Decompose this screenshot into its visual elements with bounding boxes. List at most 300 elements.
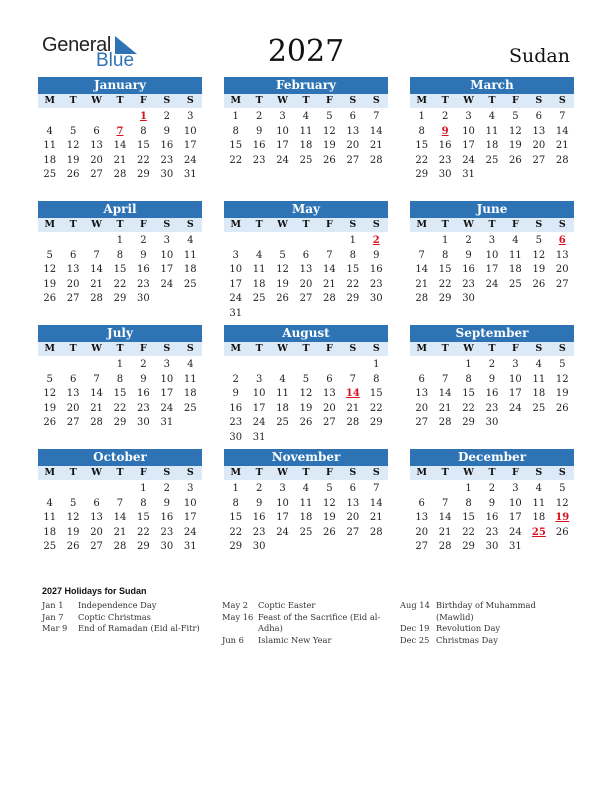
day-cell: 22 <box>137 526 150 538</box>
day-cell: 3 <box>163 359 171 370</box>
day-cell: 16 <box>485 388 499 399</box>
holiday-date: Aug 14 <box>400 600 430 610</box>
day-cell: 31 <box>183 541 197 552</box>
day-grid <box>224 110 388 168</box>
weekday-label: T <box>441 219 449 230</box>
day-cell: 3 <box>465 111 472 122</box>
empty-cell <box>85 482 108 497</box>
day-cell: 7 <box>441 497 449 509</box>
weekday-label: F <box>326 95 333 106</box>
weekday-header-row <box>410 342 574 356</box>
holiday-date: Mar 9 <box>42 623 68 633</box>
day-cell: 4 <box>255 249 263 261</box>
weekday-label: S <box>535 467 543 478</box>
month-title: February <box>224 77 388 94</box>
month-title: August <box>224 325 388 342</box>
day-cell: 16 <box>160 140 174 151</box>
month-april <box>38 201 202 307</box>
day-cell: 7 <box>441 373 449 385</box>
day-cell: 26 <box>323 526 336 538</box>
day-cell: 6 <box>69 249 77 261</box>
day-grid <box>38 482 202 555</box>
weekday-label: F <box>326 343 333 354</box>
weekday-label: M <box>416 95 427 106</box>
day-cell: 24 <box>183 154 197 166</box>
holiday-day-cell: 2 <box>372 235 380 246</box>
weekday-label: S <box>372 95 380 106</box>
day-cell: 8 <box>465 373 472 385</box>
day-cell: 28 <box>113 541 127 552</box>
day-cell: 28 <box>369 154 383 166</box>
empty-cell <box>271 234 294 249</box>
holiday-item <box>222 600 392 612</box>
day-cell: 5 <box>46 249 53 261</box>
month-title: March <box>410 77 574 94</box>
day-cell: 21 <box>323 278 336 290</box>
day-cell: 13 <box>66 264 80 275</box>
day-cell: 16 <box>369 264 383 275</box>
day-cell: 13 <box>415 512 429 523</box>
day-cell: 11 <box>252 264 266 275</box>
day-cell: 4 <box>187 359 194 370</box>
day-cell: 18 <box>532 388 546 399</box>
day-cell: 26 <box>43 417 57 428</box>
day-cell: 5 <box>46 373 53 385</box>
holiday-item <box>222 612 392 635</box>
logo-text-general: General <box>42 34 112 56</box>
day-cell: 20 <box>323 402 336 414</box>
day-cell: 26 <box>323 154 336 166</box>
empty-cell <box>410 234 433 249</box>
day-cell: 5 <box>512 111 519 122</box>
weekday-label: W <box>91 467 102 478</box>
day-cell: 6 <box>326 373 333 385</box>
weekday-label: T <box>302 343 310 354</box>
day-cell: 11 <box>183 249 197 261</box>
day-cell: 21 <box>346 402 360 414</box>
weekday-label: T <box>116 343 124 354</box>
day-cell: 5 <box>326 483 333 494</box>
holiday-date: Jan 7 <box>42 611 64 622</box>
day-cell: 25 <box>532 402 546 414</box>
month-july <box>38 325 202 431</box>
day-cell: 10 <box>462 125 475 137</box>
holiday-name: Revolution Day <box>436 623 501 633</box>
day-cell: 28 <box>415 293 429 304</box>
empty-cell <box>294 358 317 373</box>
weekday-label: M <box>416 467 427 478</box>
day-cell: 27 <box>555 278 569 290</box>
day-cell: 8 <box>232 125 239 137</box>
day-cell: 3 <box>255 373 263 385</box>
day-cell: 1 <box>140 483 147 494</box>
day-cell: 10 <box>252 388 266 399</box>
day-cell: 18 <box>183 388 197 399</box>
day-cell: 5 <box>559 359 566 370</box>
day-cell: 9 <box>140 373 147 385</box>
month-september <box>410 325 574 431</box>
month-january <box>38 77 202 183</box>
day-cell: 7 <box>373 111 380 122</box>
day-cell: 19 <box>532 264 546 275</box>
holiday-column <box>42 600 212 635</box>
country-name: Sudan <box>509 45 570 67</box>
weekday-label: S <box>372 219 380 230</box>
day-cell: 14 <box>369 125 383 137</box>
day-cell: 6 <box>349 111 357 122</box>
weekday-label: T <box>488 219 496 230</box>
day-cell: 6 <box>535 111 543 122</box>
empty-cell <box>38 358 61 373</box>
day-cell: 22 <box>369 402 383 414</box>
weekday-header-row <box>38 466 202 480</box>
day-cell: 13 <box>346 125 360 137</box>
weekday-label: T <box>255 343 263 354</box>
day-cell: 13 <box>346 497 360 509</box>
weekday-label: S <box>558 467 566 478</box>
holiday-name: Independence Day <box>78 600 157 610</box>
day-cell: 4 <box>488 111 496 122</box>
day-cell: 12 <box>555 497 569 509</box>
weekday-label: F <box>326 219 333 230</box>
weekday-label: W <box>91 95 102 106</box>
day-cell: 5 <box>69 497 77 509</box>
weekday-label: F <box>326 467 333 478</box>
day-cell: 6 <box>418 497 425 509</box>
holiday-item <box>400 623 575 635</box>
day-cell: 28 <box>346 417 360 428</box>
day-cell: 17 <box>229 278 243 290</box>
day-cell: 31 <box>252 431 266 443</box>
day-cell: 4 <box>302 111 310 122</box>
day-cell: 2 <box>255 483 263 494</box>
day-cell: 20 <box>90 526 103 538</box>
day-cell: 22 <box>137 154 150 166</box>
day-cell: 20 <box>346 140 360 151</box>
empty-cell <box>61 358 84 373</box>
holiday-name: Feast of the Sacrifice (Eid al-Adha) <box>258 611 381 633</box>
day-cell: 25 <box>183 402 197 414</box>
day-cell: 1 <box>349 235 357 246</box>
day-grid <box>224 358 388 445</box>
weekday-label: S <box>349 219 357 230</box>
holiday-date: May 2 <box>222 600 249 610</box>
empty-cell <box>247 358 270 373</box>
day-cell: 20 <box>555 264 569 275</box>
day-cell: 2 <box>441 111 449 122</box>
day-cell: 14 <box>438 512 452 523</box>
day-cell: 27 <box>66 293 80 304</box>
day-cell: 1 <box>373 359 380 370</box>
day-cell: 22 <box>113 278 127 290</box>
day-cell: 9 <box>373 249 380 261</box>
day-cell: 4 <box>187 235 194 246</box>
day-cell: 28 <box>323 293 336 304</box>
day-cell: 21 <box>369 140 383 151</box>
day-cell: 15 <box>137 512 150 523</box>
day-cell: 8 <box>373 373 380 385</box>
holiday-date: Jun 6 <box>222 634 244 645</box>
day-cell: 7 <box>326 249 333 261</box>
day-cell: 7 <box>93 373 100 385</box>
day-cell: 8 <box>140 497 147 509</box>
day-cell: 22 <box>415 154 429 166</box>
day-cell: 9 <box>488 497 496 509</box>
weekday-label: M <box>44 219 55 230</box>
month-november <box>224 449 388 555</box>
weekday-label: T <box>69 343 77 354</box>
weekday-label: W <box>277 343 288 354</box>
day-cell: 9 <box>255 497 263 509</box>
day-cell: 30 <box>160 169 174 180</box>
day-cell: 2 <box>163 111 171 122</box>
weekday-label: M <box>44 95 55 106</box>
day-cell: 14 <box>90 264 103 275</box>
day-cell: 24 <box>252 417 266 428</box>
holiday-date: Dec 19 <box>400 623 430 633</box>
day-cell: 27 <box>90 541 103 552</box>
day-cell: 27 <box>346 154 360 166</box>
day-cell: 17 <box>183 512 197 523</box>
weekday-header-row <box>38 218 202 232</box>
weekday-label: W <box>463 219 474 230</box>
day-cell: 26 <box>43 293 57 304</box>
holiday-name: End of Ramadan (Eid al-Fitr) <box>78 623 200 633</box>
day-cell: 10 <box>485 249 499 261</box>
day-cell: 17 <box>160 264 174 275</box>
day-cell: 31 <box>160 417 174 428</box>
day-cell: 24 <box>160 278 174 290</box>
holiday-name: Coptic Easter <box>258 600 316 610</box>
day-cell: 11 <box>43 140 57 151</box>
day-cell: 19 <box>509 140 522 151</box>
day-cell: 24 <box>509 526 522 538</box>
holiday-day-cell: 9 <box>441 125 449 137</box>
weekday-label: W <box>463 343 474 354</box>
day-cell: 1 <box>465 483 472 494</box>
day-cell: 19 <box>43 278 57 290</box>
weekday-label: S <box>558 343 566 354</box>
month-title: November <box>224 449 388 466</box>
day-cell: 11 <box>299 125 313 137</box>
day-cell: 8 <box>116 249 124 261</box>
empty-cell <box>108 110 131 125</box>
day-cell: 4 <box>279 373 286 385</box>
day-cell: 28 <box>90 417 103 428</box>
day-cell: 28 <box>90 293 103 304</box>
weekday-label: W <box>91 343 102 354</box>
day-cell: 14 <box>555 125 569 137</box>
weekday-label: M <box>230 219 241 230</box>
day-cell: 29 <box>462 541 475 552</box>
weekday-header-row <box>224 218 388 232</box>
month-title: January <box>38 77 202 94</box>
day-cell: 25 <box>509 278 522 290</box>
day-cell: 31 <box>462 169 475 180</box>
day-cell: 25 <box>299 526 313 538</box>
day-cell: 29 <box>113 417 127 428</box>
day-cell: 6 <box>69 373 77 385</box>
weekday-label: S <box>163 219 171 230</box>
day-cell: 23 <box>137 402 150 414</box>
day-cell: 30 <box>369 293 383 304</box>
day-cell: 19 <box>299 402 313 414</box>
day-cell: 23 <box>252 154 266 166</box>
weekday-label: F <box>512 219 519 230</box>
weekday-header-row <box>410 466 574 480</box>
day-cell: 3 <box>279 483 286 494</box>
weekday-label: W <box>277 467 288 478</box>
empty-cell <box>433 482 456 497</box>
weekday-label: W <box>277 219 288 230</box>
weekday-label: S <box>349 95 357 106</box>
day-cell: 21 <box>90 278 103 290</box>
day-cell: 11 <box>532 373 546 385</box>
day-cell: 25 <box>276 417 289 428</box>
day-cell: 18 <box>509 264 522 275</box>
month-title: December <box>410 449 574 466</box>
weekday-label: T <box>255 219 263 230</box>
day-cell: 12 <box>299 388 313 399</box>
weekday-label: S <box>558 219 566 230</box>
day-cell: 15 <box>229 140 243 151</box>
day-cell: 21 <box>369 512 383 523</box>
day-cell: 7 <box>93 249 100 261</box>
day-cell: 7 <box>349 373 357 385</box>
day-cell: 26 <box>555 402 569 414</box>
weekday-label: T <box>255 467 263 478</box>
day-cell: 18 <box>299 512 313 523</box>
day-cell: 23 <box>485 526 499 538</box>
day-cell: 25 <box>252 293 266 304</box>
day-grid <box>224 482 388 555</box>
day-cell: 31 <box>183 169 197 180</box>
day-cell: 16 <box>137 388 150 399</box>
day-cell: 27 <box>415 417 429 428</box>
day-cell: 29 <box>113 293 127 304</box>
day-cell: 15 <box>415 140 429 151</box>
day-cell: 1 <box>116 359 124 370</box>
day-cell: 10 <box>183 125 197 137</box>
weekday-label: T <box>488 343 496 354</box>
empty-cell <box>85 234 108 249</box>
month-may <box>224 201 388 321</box>
holiday-item <box>42 612 212 624</box>
day-cell: 28 <box>113 169 127 180</box>
day-cell: 16 <box>485 512 499 523</box>
weekday-label: T <box>302 467 310 478</box>
day-cell: 20 <box>66 402 80 414</box>
day-cell: 5 <box>535 235 543 246</box>
day-cell: 14 <box>113 512 127 523</box>
day-cell: 19 <box>323 512 336 523</box>
weekday-header-row <box>410 218 574 232</box>
month-august <box>224 325 388 445</box>
day-cell: 12 <box>43 264 57 275</box>
day-cell: 8 <box>116 373 124 385</box>
day-cell: 3 <box>187 483 194 494</box>
day-cell: 13 <box>555 249 569 261</box>
month-march <box>410 77 574 183</box>
weekday-header-row <box>410 94 574 108</box>
day-cell: 13 <box>90 140 103 151</box>
weekday-label: S <box>163 467 171 478</box>
weekday-header-row <box>224 466 388 480</box>
day-cell: 30 <box>137 417 150 428</box>
day-grid <box>38 234 202 307</box>
day-cell: 29 <box>137 541 150 552</box>
day-grid <box>224 234 388 321</box>
month-title: June <box>410 201 574 218</box>
weekday-label: S <box>163 343 171 354</box>
holidays-title: 2027 Holidays for Sudan <box>42 586 147 596</box>
weekday-label: S <box>535 343 543 354</box>
day-cell: 7 <box>373 483 380 494</box>
day-cell: 2 <box>163 483 171 494</box>
day-cell: 17 <box>509 388 522 399</box>
weekday-label: M <box>230 467 241 478</box>
day-cell: 16 <box>252 140 266 151</box>
day-cell: 21 <box>555 140 569 151</box>
day-cell: 15 <box>229 512 243 523</box>
day-cell: 23 <box>252 526 266 538</box>
day-cell: 19 <box>66 526 80 538</box>
day-cell: 27 <box>90 169 103 180</box>
day-cell: 10 <box>276 125 289 137</box>
day-cell: 25 <box>183 278 197 290</box>
weekday-label: T <box>488 467 496 478</box>
day-cell: 23 <box>160 526 174 538</box>
day-cell: 10 <box>276 497 289 509</box>
day-cell: 17 <box>160 388 174 399</box>
day-cell: 24 <box>462 154 475 166</box>
day-cell: 18 <box>485 140 499 151</box>
day-cell: 9 <box>255 125 263 137</box>
weekday-label: T <box>69 95 77 106</box>
day-cell: 6 <box>418 373 425 385</box>
day-cell: 3 <box>163 235 171 246</box>
day-cell: 24 <box>485 278 499 290</box>
day-cell: 12 <box>323 497 336 509</box>
day-cell: 10 <box>229 264 243 275</box>
day-cell: 20 <box>532 140 546 151</box>
holiday-day-cell: 19 <box>555 512 570 523</box>
day-cell: 17 <box>462 140 475 151</box>
day-cell: 11 <box>485 125 499 137</box>
weekday-label: M <box>44 467 55 478</box>
day-cell: 27 <box>415 541 429 552</box>
day-cell: 10 <box>509 497 522 509</box>
day-cell: 9 <box>163 497 171 509</box>
empty-cell <box>85 110 108 125</box>
weekday-label: T <box>116 219 124 230</box>
day-cell: 12 <box>66 512 80 523</box>
day-cell: 13 <box>299 264 313 275</box>
day-cell: 17 <box>485 264 499 275</box>
day-cell: 4 <box>512 235 519 246</box>
weekday-label: S <box>558 95 566 106</box>
day-cell: 2 <box>140 235 147 246</box>
day-cell: 28 <box>369 526 383 538</box>
day-cell: 17 <box>276 512 289 523</box>
day-cell: 21 <box>113 154 127 166</box>
empty-cell <box>318 234 341 249</box>
day-cell: 9 <box>465 249 472 261</box>
day-cell: 8 <box>140 125 147 137</box>
day-cell: 24 <box>160 402 174 414</box>
weekday-label: T <box>116 467 124 478</box>
day-cell: 15 <box>137 140 150 151</box>
